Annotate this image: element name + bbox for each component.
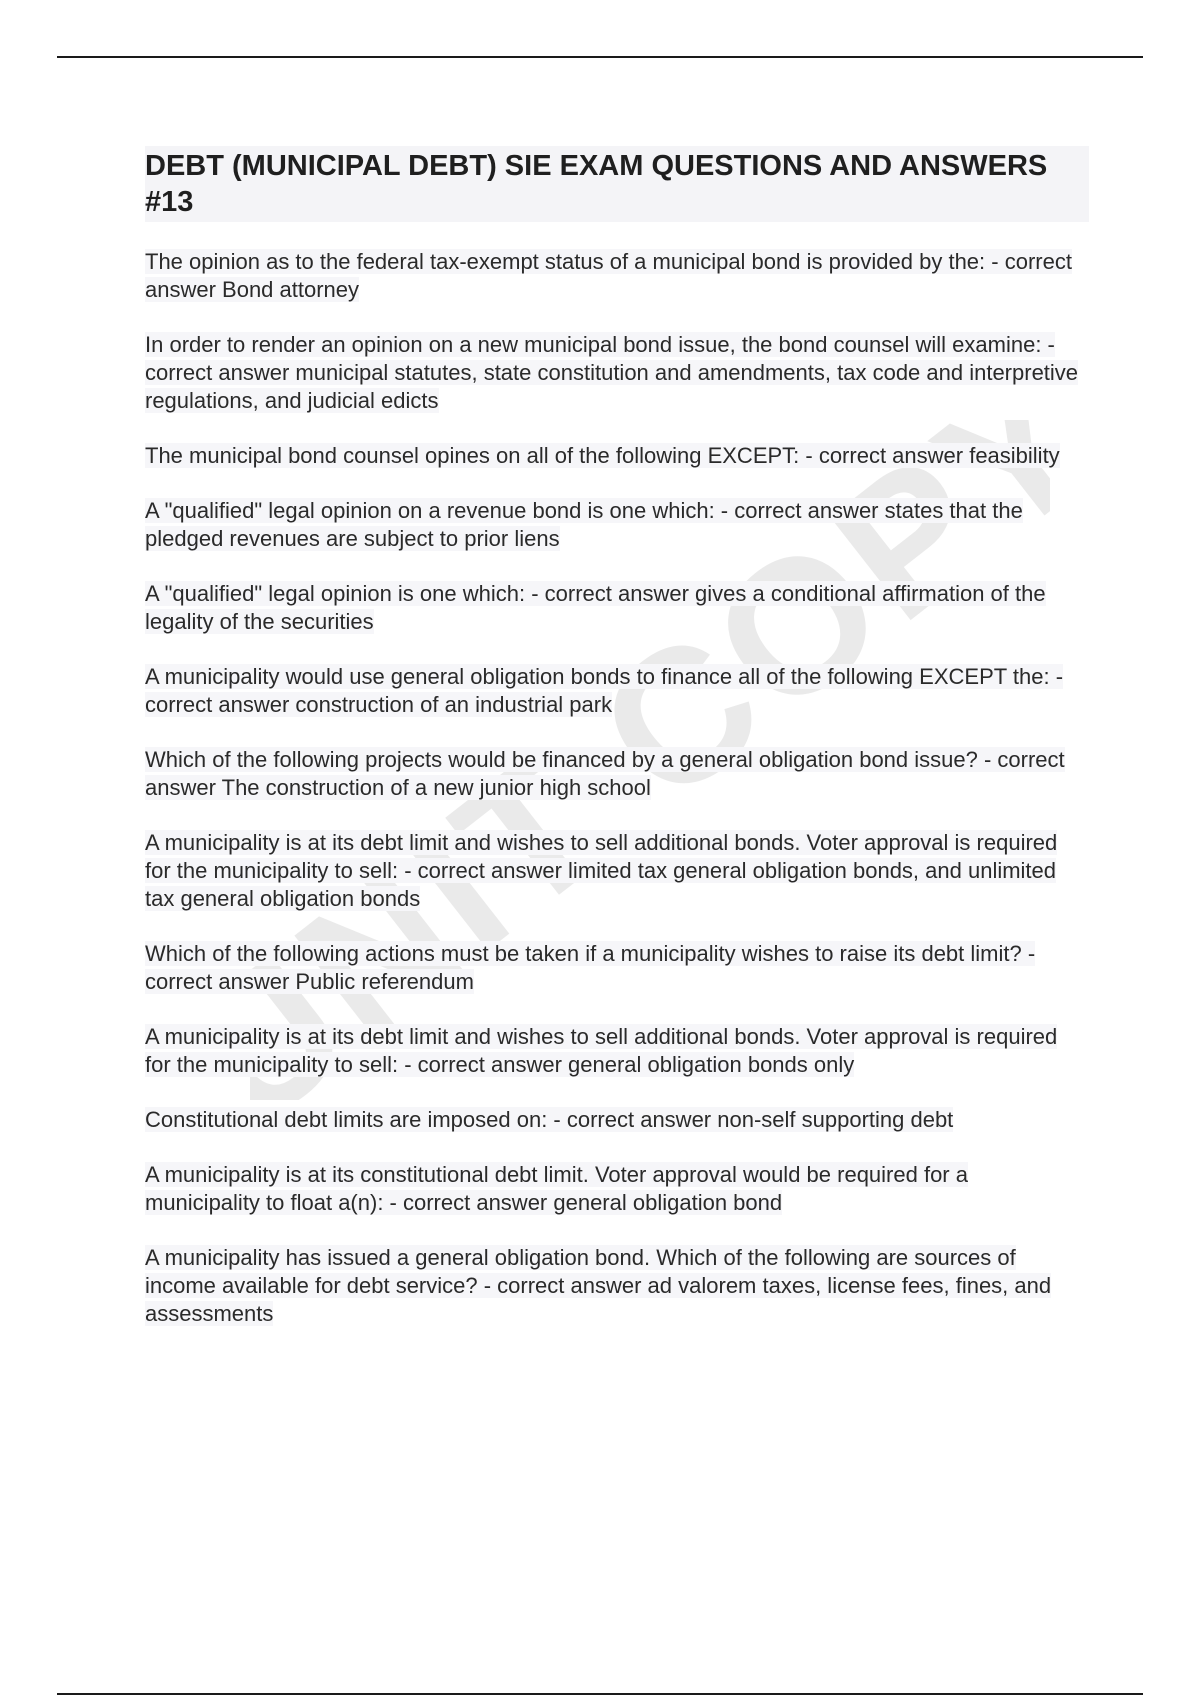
- qa-text: Constitutional debt limits are imposed on: - correct answer non-self supporting debt: [145, 1107, 954, 1132]
- title-block: [145, 146, 1089, 222]
- qa-text: In order to render an opinion on a new municipal bond issue, the bond counsel will examine: - correct answer municipal statutes, state constitution and amendments, tax code and interpretive regulations, and judicial edicts: [145, 332, 1079, 413]
- bottom-rule: [57, 1693, 1143, 1695]
- qa-item: [145, 663, 1089, 719]
- qa-item: [145, 829, 1089, 913]
- qa-text: The opinion as to the federal tax-exempt status of a municipal bond is provided by the: - correct answer Bond attorney: [145, 249, 1072, 302]
- document-body: [145, 146, 1089, 1355]
- page-title: DEBT (MUNICIPAL DEBT) SIE EXAM QUESTIONS AND ANSWERS #13: [145, 150, 1048, 218]
- qa-text: The municipal bond counsel opines on all of the following EXCEPT: - correct answer feasibility: [145, 443, 1060, 468]
- qa-text: Which of the following projects would be financed by a general obligation bond issue? - correct answer The construction of a new junior high school: [145, 747, 1065, 800]
- qa-text: A municipality has issued a general obligation bond. Which of the following are sources of income available for debt service? - correct answer ad valorem taxes, license fees, fines, and assessments: [145, 1245, 1052, 1326]
- qa-text: A municipality would use general obligation bonds to finance all of the following EXCEPT the: - correct answer construction of an industrial park: [145, 664, 1064, 717]
- qa-text: A municipality is at its debt limit and wishes to sell additional bonds. Voter approval is required for the municipality to sell: - correct answer limited tax general obligation bonds, and unlimited tax general obligation bonds: [145, 830, 1058, 911]
- qa-item: [145, 1023, 1089, 1079]
- qa-item: [145, 1106, 1089, 1134]
- qa-item: [145, 331, 1089, 415]
- qa-text: Which of the following actions must be taken if a municipality wishes to raise its debt limit? - correct answer Public referendum: [145, 941, 1036, 994]
- top-rule: [57, 56, 1143, 58]
- qa-item: [145, 746, 1089, 802]
- qa-item: [145, 1244, 1089, 1328]
- qa-item: [145, 940, 1089, 996]
- qa-item: [145, 580, 1089, 636]
- qa-text: A "qualified" legal opinion on a revenue bond is one which: - correct answer states that the pledged revenues are subject to prior liens: [145, 498, 1023, 551]
- qa-item: [145, 442, 1089, 470]
- qa-item: [145, 1161, 1089, 1217]
- qa-text: A municipality is at its constitutional debt limit. Voter approval would be required for a municipality to float a(n): - correct answer general obligation bond: [145, 1162, 968, 1215]
- qa-item: [145, 248, 1089, 304]
- qa-item: [145, 497, 1089, 553]
- qa-text: A "qualified" legal opinion is one which: - correct answer gives a conditional affirmation of the legality of the securities: [145, 581, 1046, 634]
- qa-text: A municipality is at its debt limit and wishes to sell additional bonds. Voter approval is required for the municipality to sell: - correct answer general obligation bonds only: [145, 1024, 1058, 1077]
